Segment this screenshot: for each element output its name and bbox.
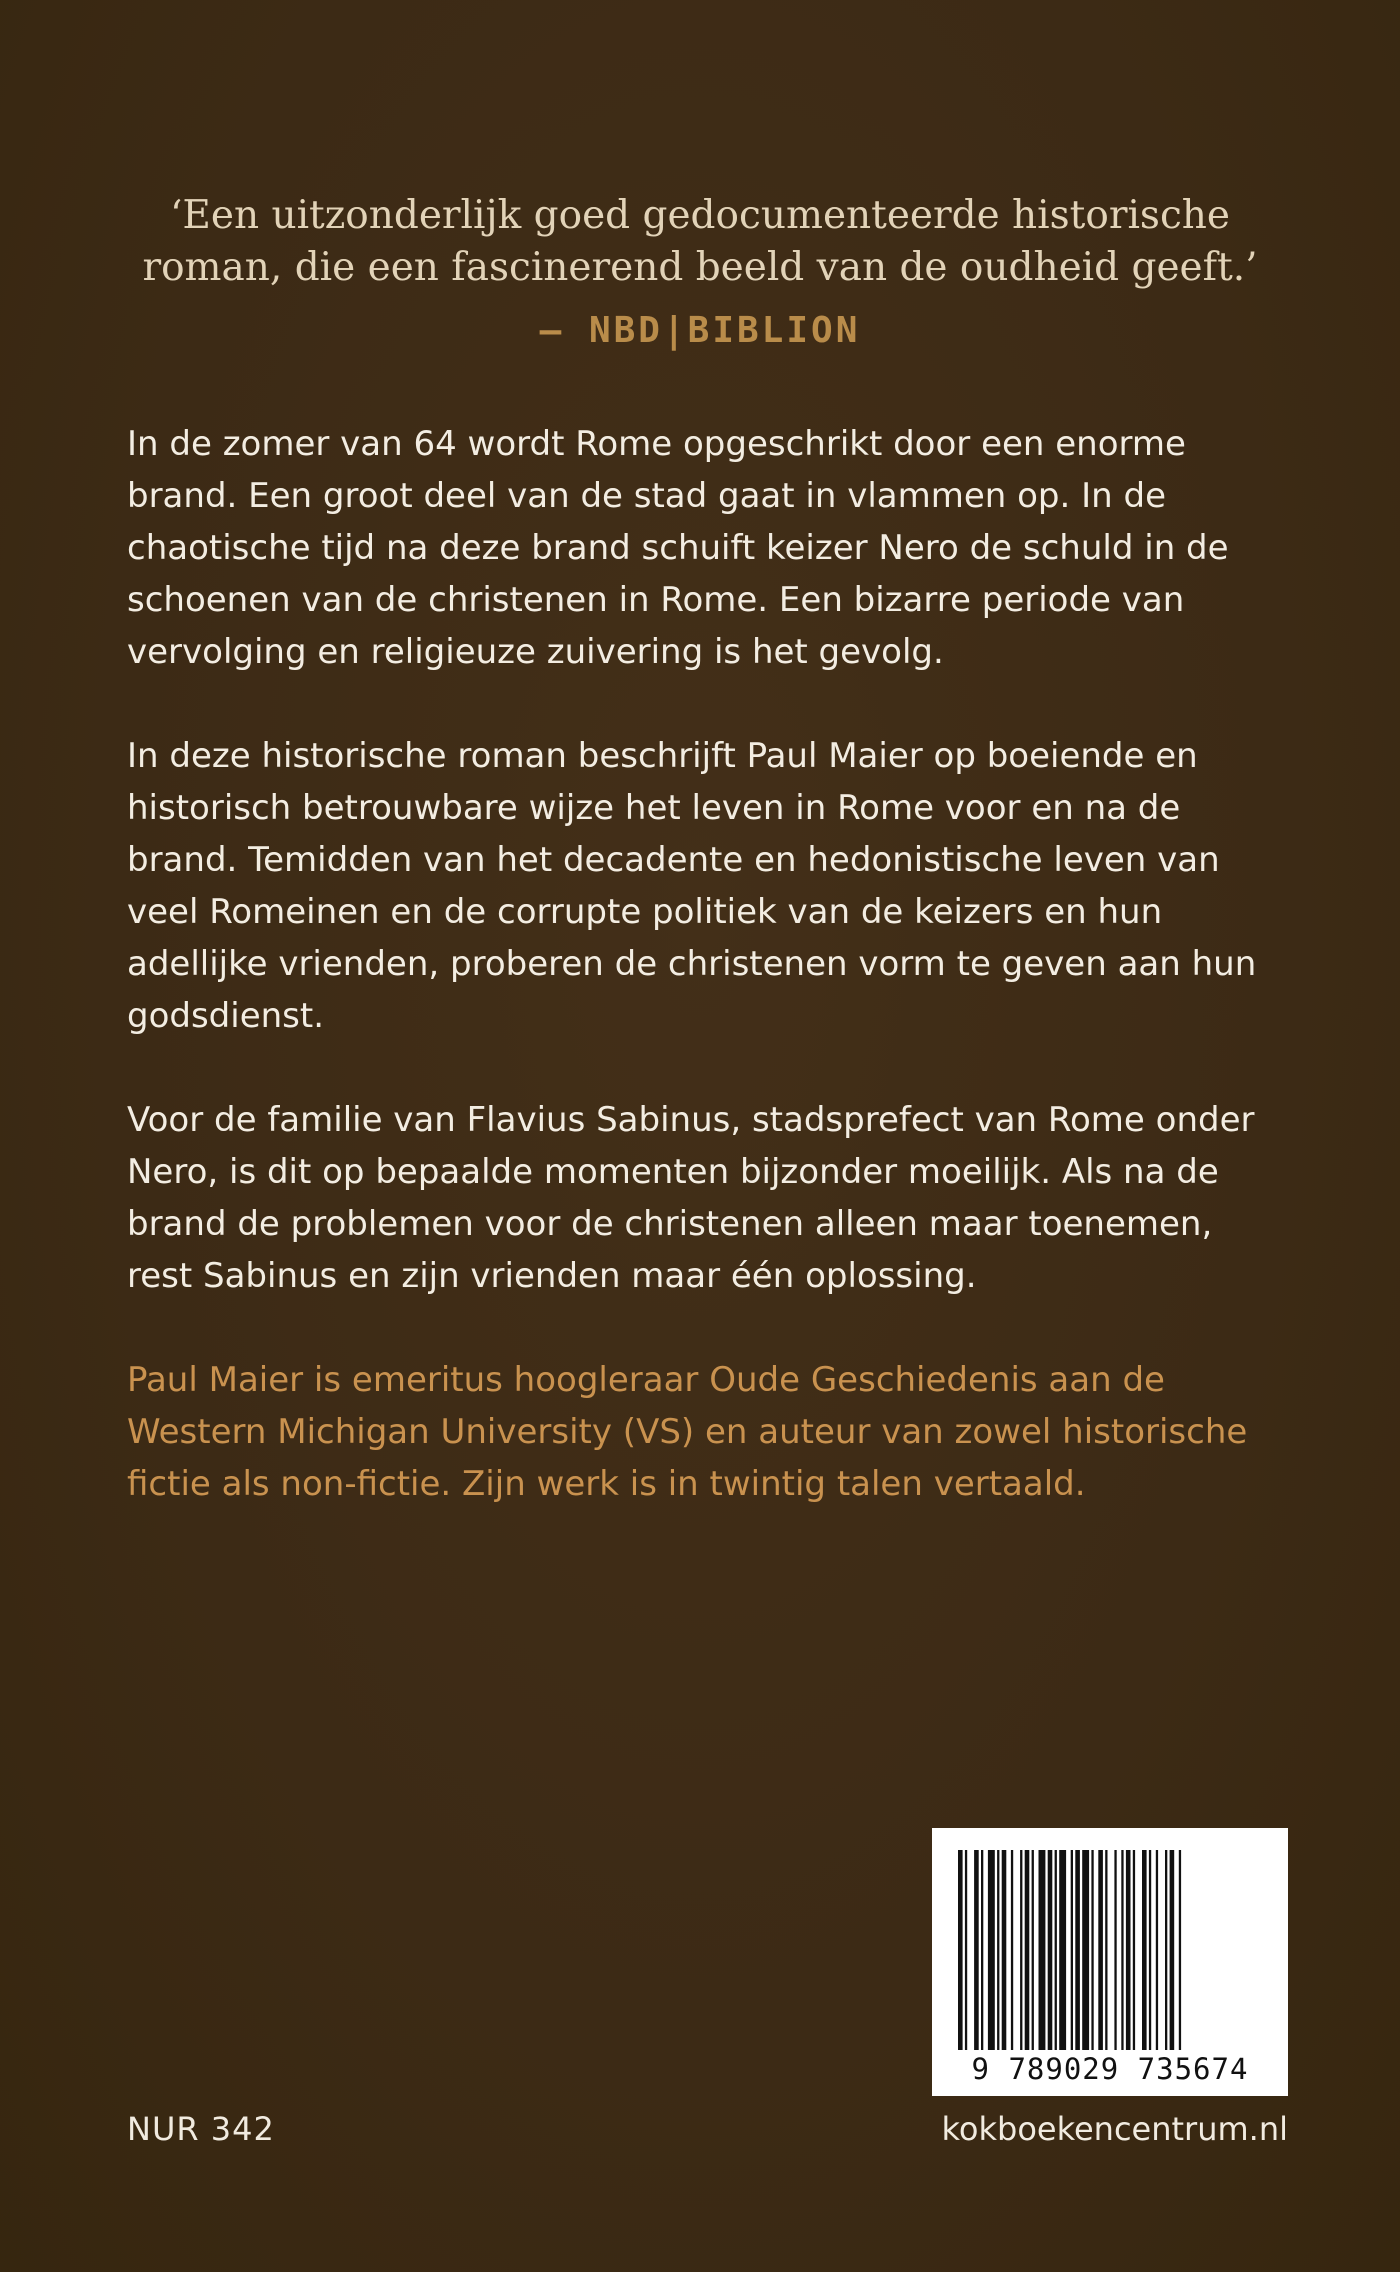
- blurb-paragraph-3: Voor de familie van Flavius Sabinus, stadsprefect van Rome onder Nero, is dit op bepaalde momenten bijzonder moeilijk. Als na de brand de problemen voor de christenen alleen maar toenemen, rest Sabinus en zijn vrienden maar één oplossing.: [127, 1100, 1255, 1296]
- author-bio: Paul Maier is emeritus hoogleraar Oude Geschiedenis aan de Western Michigan University (VS) en auteur van zowel historische fictie als non-fictie. Zijn werk is in twintig talen vertaald.: [127, 1360, 1248, 1504]
- review-quote: ‘Een uitzonderlijk goed gedocumenteerde historische roman, die een fascinerend beeld van de oudheid geeft.’: [142, 193, 1258, 290]
- blurb-paragraph-1: In de zomer van 64 wordt Rome opgeschrikt door een enorme brand. Een groot deel van de stad gaat in vlammen op. In de chaotische tijd na deze brand schuift keizer Nero de schuld in de schoenen van de christenen in Rome. Een bizarre periode van vervolging en religieuze zuivering is het gevolg.: [127, 424, 1229, 672]
- publisher-website[interactable]: kokboekencentrum.nl: [941, 2110, 1288, 2148]
- barcode-bars-icon: [954, 1850, 1266, 2050]
- review-quote-block: [120, 190, 1280, 351]
- nur-code: NUR 342: [127, 2110, 275, 2148]
- isbn-barcode: [932, 1828, 1288, 2096]
- blurb-paragraph-2: In deze historische roman beschrijft Paul Maier op boeiende en historisch betrouwbare wijze het leven in Rome voor en na de brand. Temidden van het decadente en hedonistische leven van veel Romeinen en de corrupte politiek van de keizers en hun adellijke vrienden, proberen de christenen vorm te geven aan hun godsdienst.: [127, 736, 1257, 1036]
- barcode-digits: 9 789029 735674: [971, 2052, 1249, 2086]
- review-source: – NBD|BIBLION: [539, 310, 861, 351]
- blurb: [127, 418, 1287, 1562]
